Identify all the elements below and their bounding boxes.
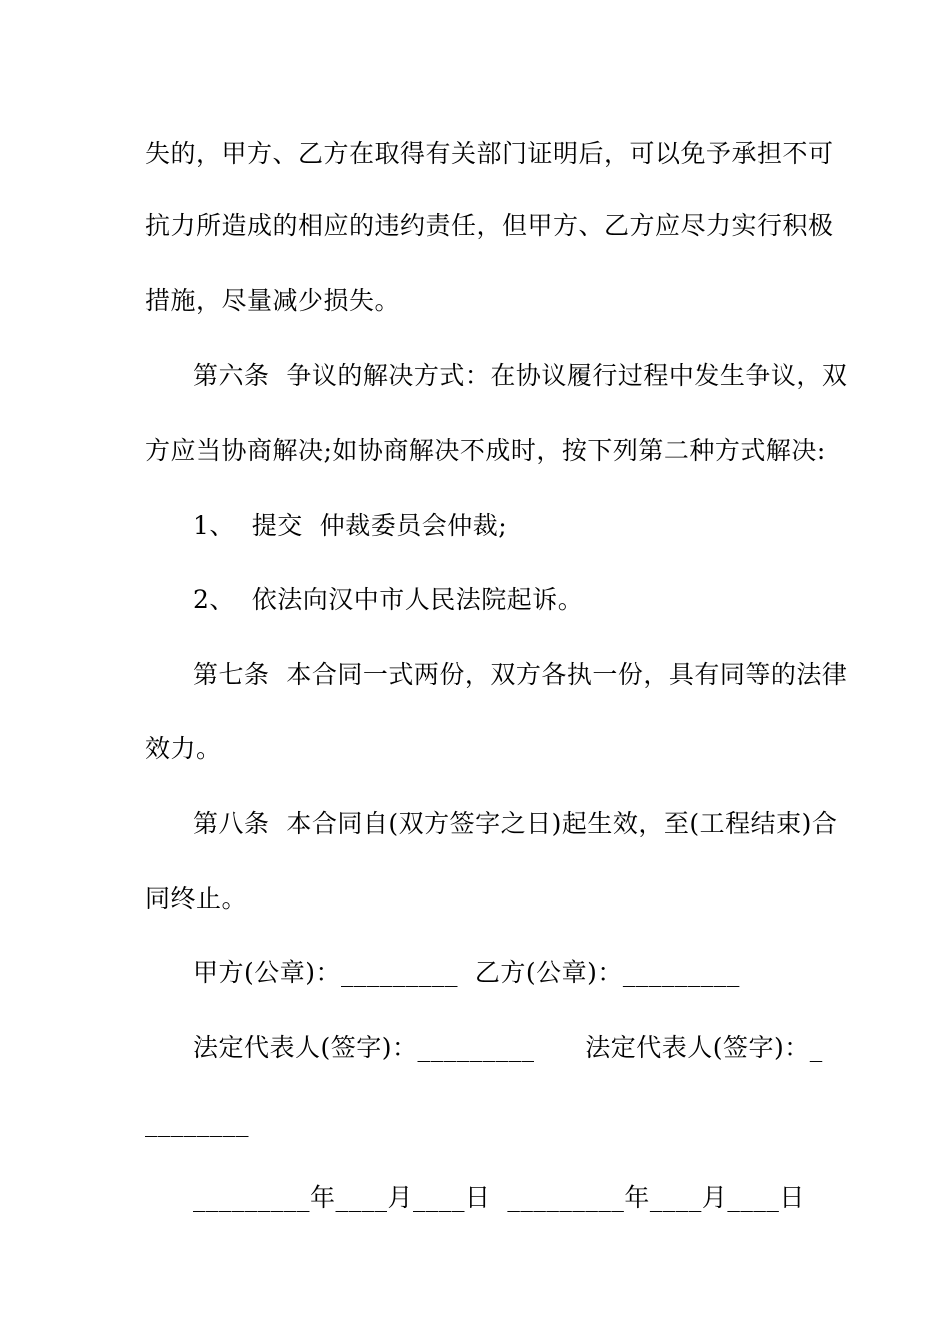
representative-signature-continuation: ________	[145, 1108, 249, 1137]
paragraph-force-majeure-line-3: 措施，尽量减少损失。	[145, 286, 401, 315]
article-6-option-1: 1、 提交 仲裁委员会仲裁;	[193, 511, 508, 540]
article-7-line-2: 效力。	[145, 734, 222, 763]
article-8-line-2: 同终止。	[145, 884, 248, 913]
paragraph-force-majeure-line-2: 抗力所造成的相应的违约责任，但甲方、乙方应尽力实行积极	[145, 211, 834, 240]
representative-signature-line: 法定代表人(签字)：_________ 法定代表人(签字)：_	[193, 1033, 823, 1062]
seal-line: 甲方(公章)：_________ 乙方(公章)：_________	[193, 958, 740, 987]
article-6-line-2: 方应当协商解决;如协商解决不成时，按下列第二种方式解决:	[145, 436, 826, 465]
article-6-line-1: 第六条 争议的解决方式：在协议履行过程中发生争议，双	[193, 361, 848, 390]
article-6-option-2: 2、 依法向汉中市人民法院起诉。	[193, 585, 584, 614]
article-7-line-1: 第七条 本合同一式两份，双方各执一份，具有同等的法律	[193, 660, 848, 689]
date-line: _________年____月____日 _________年____月____日	[193, 1183, 805, 1212]
paragraph-force-majeure-line-1: 失的，甲方、乙方在取得有关部门证明后，可以免予承担不可	[145, 139, 834, 168]
article-8-line-1: 第八条 本合同自(双方签字之日)起生效，至(工程结束)合	[193, 809, 838, 838]
